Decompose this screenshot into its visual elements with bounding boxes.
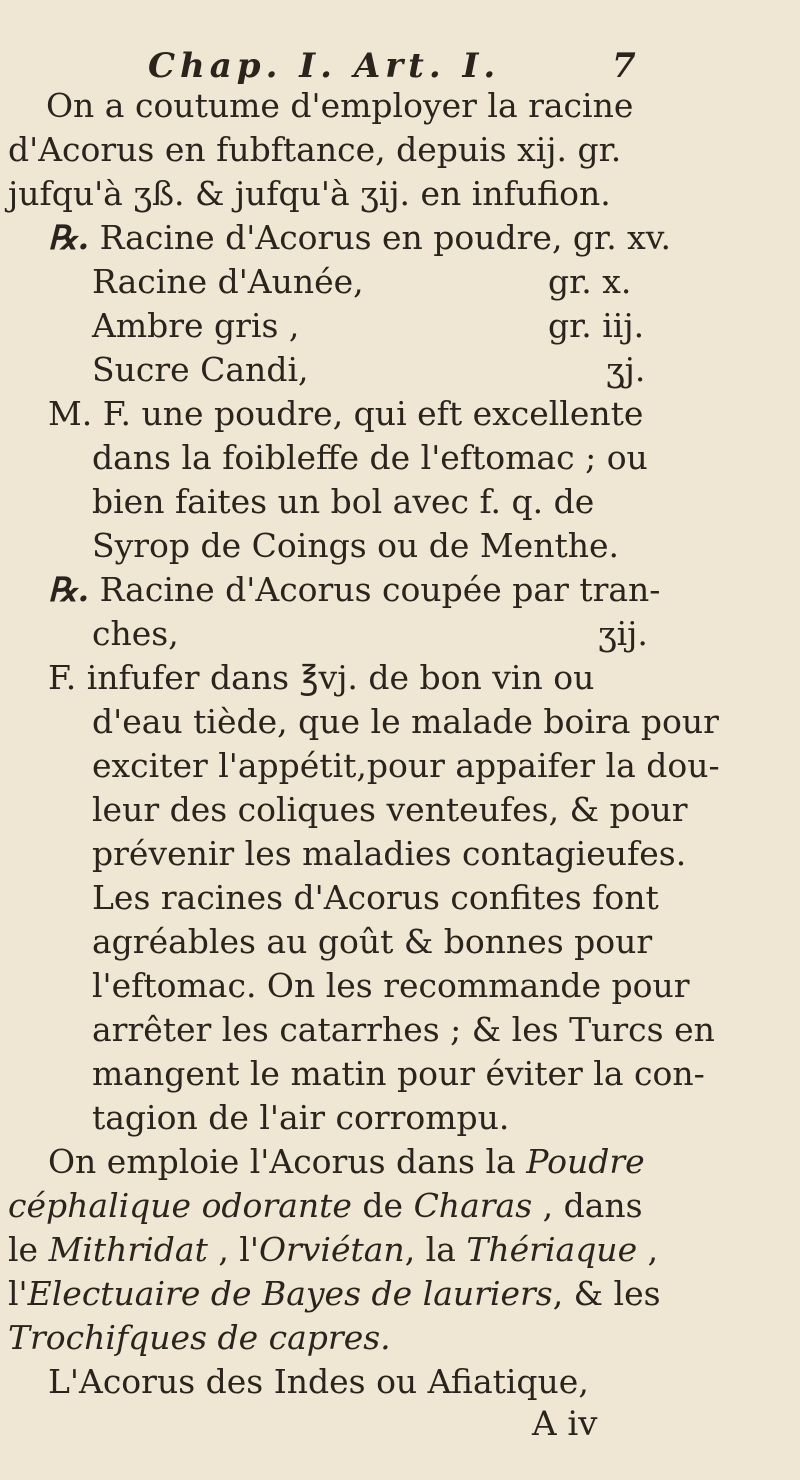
text-line: ches, (92, 614, 179, 653)
running-header: Chap. I. Art. I. (148, 46, 501, 86)
recipe-first-line (48, 568, 660, 612)
ingredient-quantity: gr. iij. (548, 306, 645, 345)
ingredient-quantity: gr. x. (548, 262, 632, 301)
text-line: prévenir les maladies contagieufes. (92, 834, 687, 873)
ingredient-name: Racine d'Aunée, (92, 262, 364, 301)
text-line: F. infufer dans ℥vj. de bon vin ou (48, 658, 595, 697)
text-line: mangent le matin pour éviter la con- (92, 1054, 705, 1093)
text-line: leur des coliques venteufes, & pour (92, 790, 688, 829)
text-line: L'Acorus des Indes ou Afiatique, (48, 1362, 589, 1401)
text-line: tagion de l'air corrompu. (92, 1098, 510, 1137)
recipe-first-line (48, 216, 671, 260)
text-line: le Mithridat , l'Orviétan, la Thériaque , (8, 1230, 659, 1269)
text-line: Trochifques de capres. (8, 1318, 391, 1357)
text-line: exciter l'appétit,pour appaifer la dou- (92, 746, 720, 785)
ingredient: Racine d'Acorus coupée par tran- (99, 570, 661, 609)
text-line: arrêter les catarrhes ; & les Turcs en (92, 1010, 715, 1049)
text-line: Les racines d'Acorus confites font (92, 878, 659, 917)
ingredient-quantity: ʒj. (606, 350, 646, 389)
text-line: l'Electuaire de Bayes de lauriers, & les (8, 1274, 661, 1313)
text-line: agréables au goût & bonnes pour (92, 922, 653, 961)
text-line: céphalique odorante de Charas , dans (8, 1186, 643, 1225)
text-line: d'eau tiède, que le malade boira pour (92, 702, 719, 741)
text-line: d'Acorus en fubftance, depuis xij. gr. (8, 130, 622, 169)
text-line: jufqu'à ʒß. & jufqu'à ʒij. en infufion. (8, 174, 611, 213)
text-line: On emploie l'Acorus dans la Poudre (48, 1142, 645, 1181)
ingredient-quantity: ʒij. (598, 614, 648, 653)
ingredient-name: Ambre gris , (92, 306, 300, 345)
text-line: l'eftomac. On les recommande pour (92, 966, 690, 1005)
text-line: On a coutume d'employer la racine (46, 86, 634, 125)
text-line: Syrop de Coings ou de Menthe. (92, 526, 619, 565)
signature-mark: A iv (532, 1404, 598, 1444)
recipe-symbol-icon: ℞. (48, 218, 90, 257)
ingredient-name: Sucre Candi, (92, 350, 309, 389)
page-number: 7 (612, 46, 641, 86)
text-line: bien faites un bol avec f. q. de (92, 482, 595, 521)
recipe-symbol-icon: ℞. (48, 570, 90, 609)
text-line: M. F. une poudre, qui eft excellente (48, 394, 644, 433)
ingredient: Racine d'Acorus en poudre, gr. xv. (99, 218, 672, 257)
text-line: dans la foibleffe de l'eftomac ; ou (92, 438, 648, 477)
